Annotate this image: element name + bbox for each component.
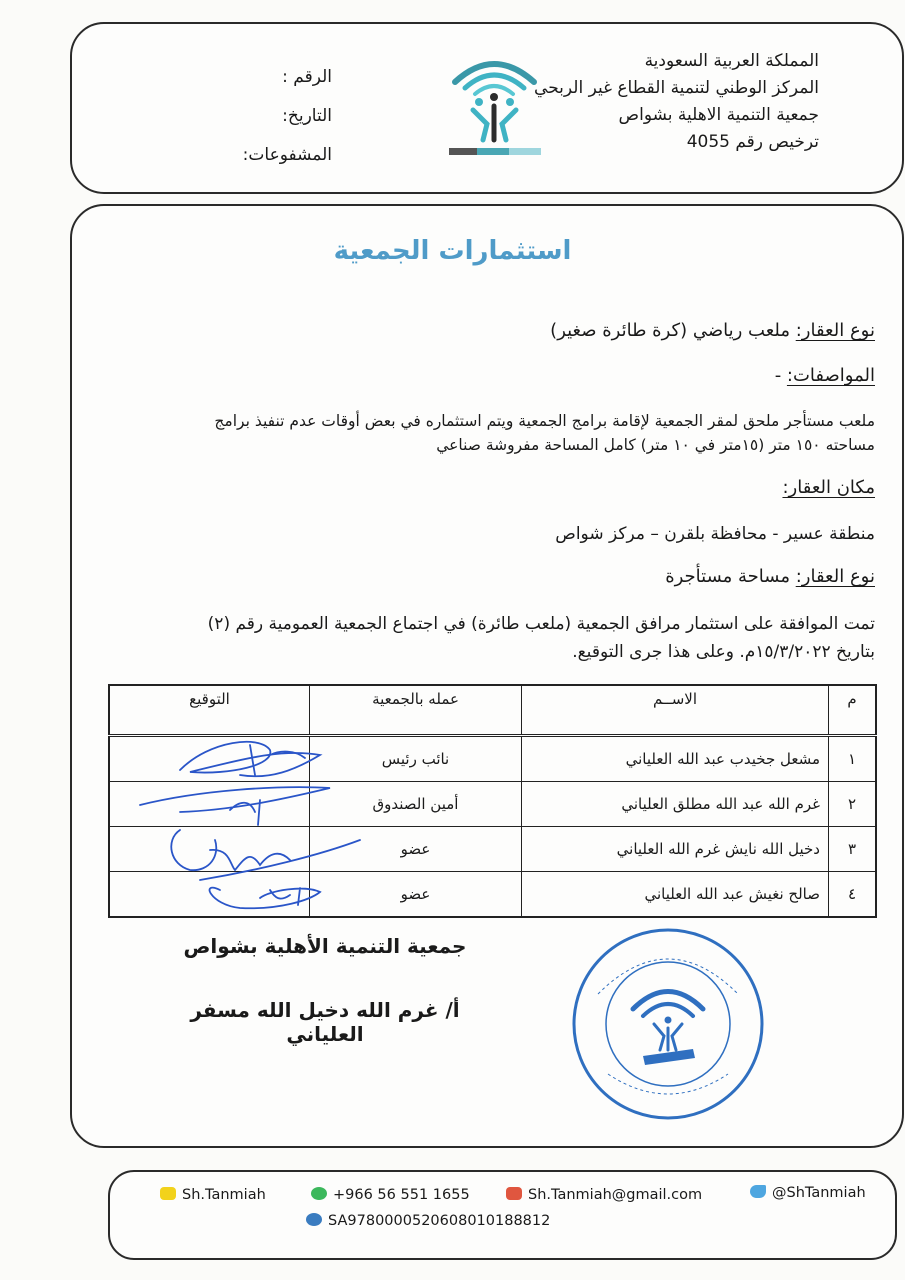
twitter-icon: [750, 1185, 766, 1198]
row-role: نائب رئيس: [310, 736, 522, 782]
row-num: ١: [829, 736, 877, 782]
row-role: أمين الصندوق: [310, 782, 522, 827]
license-number: ترخيص رقم 4055: [686, 132, 819, 152]
reference-fields: [222, 58, 332, 175]
location-value: منطقة عسير - محافظة بلقرن – مركز شواص: [555, 524, 875, 544]
row-name: صالح نغيش عبد الله العلياني: [522, 872, 829, 918]
signature-3: [171, 830, 360, 880]
closing-signer-name: أ/ غرم الله دخيل الله مسفر العلياني: [190, 998, 460, 1046]
row-name: مشعل جخيدب عبد الله العلياني: [522, 736, 829, 782]
location-heading: [782, 474, 875, 502]
property-type-label: نوع العقار:: [795, 320, 875, 341]
approval-text: [115, 610, 875, 666]
row-name: غرم الله عبد الله مطلق العلياني: [522, 782, 829, 827]
footer-email: [506, 1187, 702, 1203]
specs-suffix: -: [774, 365, 787, 386]
letterhead-org-block: [534, 48, 819, 156]
snapchat-icon: [160, 1187, 176, 1200]
association-name: جمعية التنمية الاهلية بشواص: [618, 105, 819, 125]
approval-line-2: بتاريخ ١٥/٣/٢٠٢٢م. وعلى هذا جرى التوقيع.: [572, 642, 875, 662]
row-num: ٢: [829, 782, 877, 827]
row-role: عضو: [310, 827, 522, 872]
specs-text: [135, 409, 875, 457]
signature-2: [140, 787, 330, 825]
country-name: المملكة العربية السعودية: [644, 51, 819, 71]
handwritten-signatures: [120, 730, 380, 920]
property-type-2-line: [665, 563, 875, 591]
iban-number: SA9780000520608010188812: [328, 1213, 551, 1229]
number-label: الرقم :: [282, 67, 332, 87]
row-name: دخيل الله نايش غرم الله العلياني: [522, 827, 829, 872]
phone-number[interactable]: +966 56 551 1655: [333, 1187, 470, 1203]
center-name: المركز الوطني لتنمية القطاع غير الربحي: [534, 78, 819, 98]
specs-line-2: مساحته ١٥٠ متر (١٥متر في ١٠ متر) كامل المساحة مفروشة صناعي: [436, 436, 875, 454]
footer-phone: [311, 1187, 470, 1203]
page-title: استثمارات الجمعية: [333, 236, 572, 266]
specs-line-1: ملعب مستأجر ملحق لمقر الجمعية لإقامة برامج الجمعية ويتم استثماره في بعض أوقات عدم تنفيذ برامج: [214, 412, 875, 430]
footer-twitter: [750, 1185, 866, 1201]
association-stamp: [568, 924, 768, 1124]
property-type-value: ملعب رياضي (كرة طائرة صغير): [550, 320, 796, 341]
row-role: عضو: [310, 872, 522, 918]
association-logo: [447, 50, 542, 158]
attachments-label: المشفوعات:: [242, 145, 332, 165]
footer-snapchat: [160, 1187, 266, 1203]
row-num: ٣: [829, 827, 877, 872]
whatsapp-icon: [311, 1187, 327, 1200]
snapchat-handle[interactable]: Sh.Tanmiah: [182, 1187, 266, 1203]
location-label: مكان العقار:: [782, 477, 875, 498]
twitter-handle[interactable]: @ShTanmiah: [772, 1185, 866, 1201]
specs-heading: [775, 362, 875, 390]
table-header-row: [109, 685, 876, 736]
date-label: التاريخ:: [282, 106, 332, 126]
approval-line-1: تمت الموافقة على استثمار مرافق الجمعية (ملعب طائرة) في اجتماع الجمعية العمومية رقم (٢): [207, 614, 875, 634]
signature-4: [210, 888, 320, 909]
property-type-line: [550, 317, 875, 345]
bank-icon: [306, 1213, 322, 1226]
header-role: عمله بالجمعية: [310, 685, 522, 736]
header-name: الاســم: [522, 685, 829, 736]
header-num: م: [829, 685, 877, 736]
row-num: ٤: [829, 872, 877, 918]
specs-label: المواصفات:: [786, 365, 875, 386]
closing-org-name: جمعية التنمية الأهلية بشواص: [183, 934, 467, 958]
email-icon: [506, 1187, 522, 1200]
header-signature: التوقيع: [109, 685, 310, 736]
property-type-2-label: نوع العقار:: [795, 566, 875, 587]
email-address[interactable]: Sh.Tanmiah@gmail.com: [528, 1187, 703, 1203]
property-type-2-value: مساحة مستأجرة: [665, 566, 796, 587]
footer-iban: [306, 1213, 550, 1229]
